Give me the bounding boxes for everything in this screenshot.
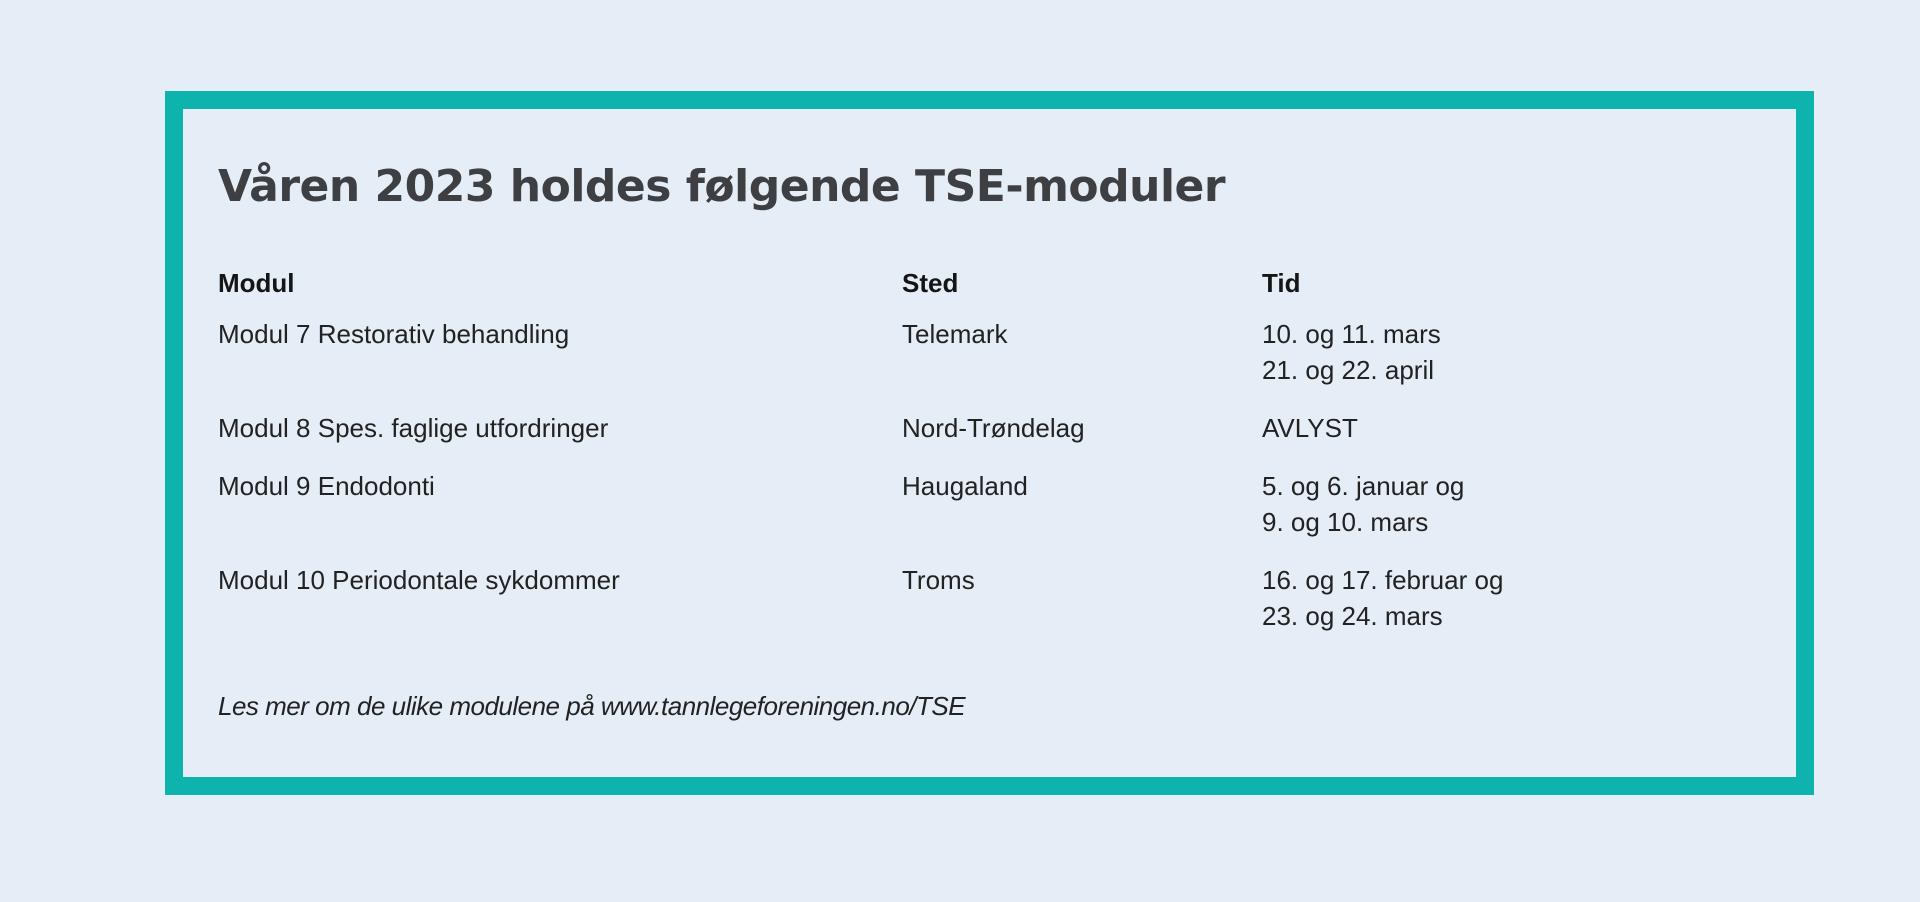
- box-title: Våren 2023 holdes følgende TSE-moduler: [218, 161, 1226, 212]
- cell-modul: Modul 9 Endodonti: [218, 471, 435, 501]
- cell-tid: [1262, 562, 1738, 634]
- tid-line: 21. og 22. april: [1262, 355, 1435, 385]
- header-sted: Sted: [902, 268, 959, 298]
- tid-line: 5. og 6. januar og: [1262, 471, 1465, 501]
- header-modul: Modul: [218, 268, 295, 298]
- info-box: [165, 91, 1814, 795]
- tid-line: 10. og 11. mars: [1262, 319, 1441, 349]
- cell-modul: Modul 10 Periodontale sykdommer: [218, 565, 620, 595]
- cell-sted: Haugaland: [902, 471, 1028, 501]
- table-row: [218, 468, 1738, 540]
- cell-tid: [1262, 316, 1738, 388]
- cell-modul: Modul 8 Spes. faglige utfordringer: [218, 413, 609, 443]
- tid-line: AVLYST: [1262, 413, 1358, 443]
- header-tid: Tid: [1262, 268, 1301, 298]
- table-row: [218, 316, 1738, 388]
- footnote-link-text: Les mer om de ulike modulene på www.tannlegeforeningen.no/TSE: [218, 691, 966, 721]
- tid-line: 16. og 17. februar og: [1262, 565, 1504, 595]
- cell-tid: [1262, 410, 1738, 446]
- cell-modul: Modul 7 Restorativ behandling: [218, 319, 570, 349]
- table-header: [218, 265, 1738, 301]
- cell-sted: Troms: [902, 565, 975, 595]
- table-row: [218, 562, 1738, 634]
- cell-sted: Telemark: [902, 319, 1008, 349]
- cell-sted: Nord-Trøndelag: [902, 413, 1085, 443]
- cell-tid: [1262, 468, 1738, 540]
- table-row: [218, 410, 1738, 446]
- tid-line: 23. og 24. mars: [1262, 601, 1443, 631]
- schedule-table: [218, 265, 1738, 656]
- tid-line: 9. og 10. mars: [1262, 507, 1429, 537]
